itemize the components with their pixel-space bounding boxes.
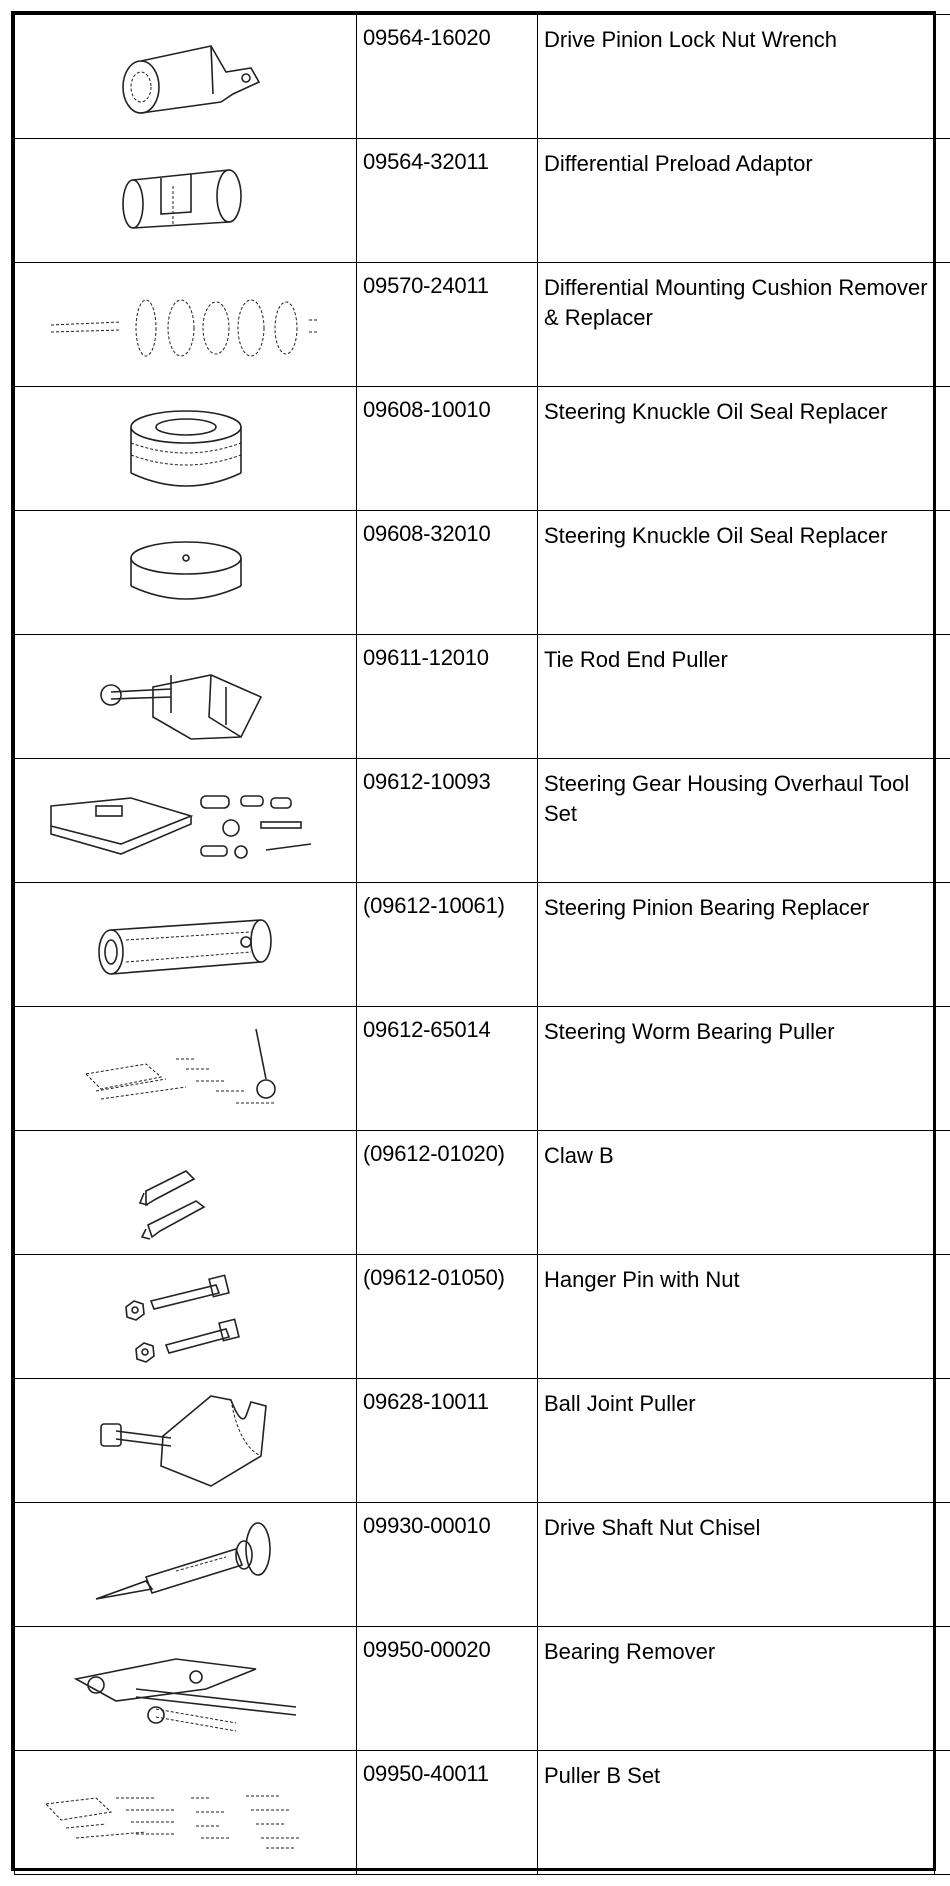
bearing-remover-icon [56, 1639, 316, 1739]
tool-description: Steering Gear Housing Overhaul Tool Set [538, 759, 935, 883]
tool-case-icon [41, 776, 331, 866]
seal-replacer-icon [101, 399, 271, 499]
table-row [15, 883, 950, 1007]
table-row [15, 1503, 950, 1627]
tool-description: Claw B [538, 1131, 935, 1255]
chisel-icon [86, 1515, 286, 1615]
table-row [15, 759, 950, 883]
tool-description: Steering Knuckle Oil Seal Replacer [538, 387, 935, 511]
tool-description: Steering Pinion Bearing Replacer [538, 883, 935, 1007]
table-row [15, 1379, 950, 1503]
cylinder-adaptor-icon [101, 156, 271, 246]
part-number: 09611-12010 [357, 635, 538, 759]
tool-description: Hanger Pin with Nut [538, 1255, 935, 1379]
table-row [15, 15, 950, 139]
part-number: 09608-32010 [357, 511, 538, 635]
tool-description: Ball Joint Puller [538, 1379, 935, 1503]
part-number: 09612-10093 [357, 759, 538, 883]
tool-description: Steering Worm Bearing Puller [538, 1007, 935, 1131]
part-number: 09564-16020 [357, 15, 538, 139]
table-row [15, 1751, 950, 1875]
part-number: 09950-00020 [357, 1627, 538, 1751]
table-row [15, 1255, 950, 1379]
tool-description: Differential Preload Adaptor [538, 139, 935, 263]
tool-description: Puller B Set [538, 1751, 935, 1875]
table-row [15, 1131, 950, 1255]
special-tools-table [11, 11, 936, 1871]
tool-description: Drive Pinion Lock Nut Wrench [538, 15, 935, 139]
part-number: 09628-10011 [357, 1379, 538, 1503]
tool-description: Bearing Remover [538, 1627, 935, 1751]
seal-disc-icon [101, 528, 271, 618]
table-row [15, 139, 950, 263]
part-number: 09930-00010 [357, 1503, 538, 1627]
part-number: (09612-01050) [357, 1255, 538, 1379]
tool-description: Differential Mounting Cushion Remover & Replacer [538, 263, 935, 387]
socket-wrench-icon [101, 32, 271, 122]
table-row [15, 511, 950, 635]
tool-description: Drive Shaft Nut Chisel [538, 1503, 935, 1627]
table-row [15, 387, 950, 511]
table-row [15, 1627, 950, 1751]
tie-rod-puller-icon [91, 647, 281, 747]
part-number: 09950-40011 [357, 1751, 538, 1875]
part-number: 09612-65014 [357, 1007, 538, 1131]
part-number: 09564-32011 [357, 139, 538, 263]
cushion-tool-set-icon [41, 280, 331, 370]
bearing-puller-kit-icon [66, 1019, 306, 1119]
ball-joint-puller-icon [91, 1386, 281, 1496]
tube-replacer-icon [86, 900, 286, 990]
part-number: (09612-10061) [357, 883, 538, 1007]
part-number: (09612-01020) [357, 1131, 538, 1255]
puller-set-icon [36, 1768, 336, 1858]
tool-description: Tie Rod End Puller [538, 635, 935, 759]
table-row [15, 263, 950, 387]
table-row [15, 635, 950, 759]
bolt-nut-icon [111, 1267, 261, 1367]
tool-description: Steering Knuckle Oil Seal Replacer [538, 511, 935, 635]
part-number: 09608-10010 [357, 387, 538, 511]
claw-icon [116, 1143, 256, 1243]
table-row [15, 1007, 950, 1131]
part-number: 09570-24011 [357, 263, 538, 387]
